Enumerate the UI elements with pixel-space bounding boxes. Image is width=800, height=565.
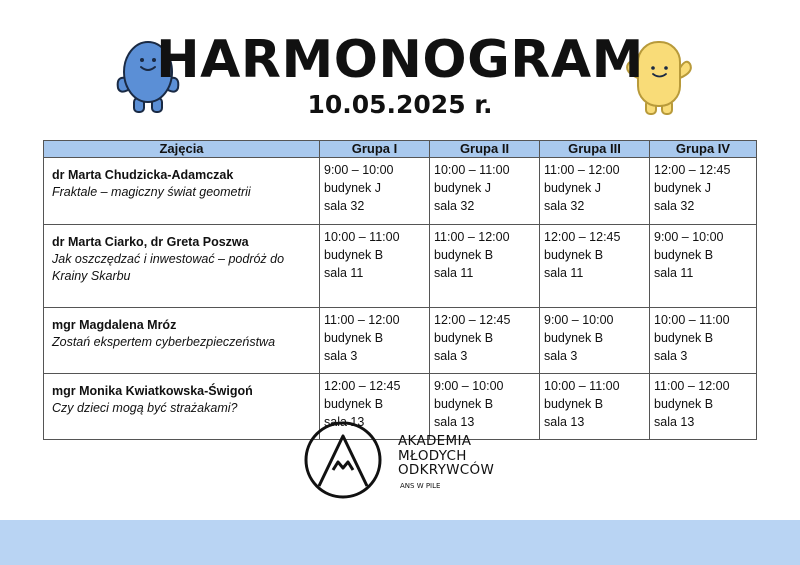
slot-time: 11:00 – 12:00 [324,313,400,327]
table-row [44,308,757,374]
slot-room: sala 32 [434,199,475,213]
slot-room: sala 32 [654,199,695,213]
class-topic: Czy dzieci mogą być strażakami? [52,401,238,415]
footer-band [0,520,800,565]
class-topic: Zostań ekspertem cyberbezpieczeństwa [52,335,276,349]
lecturer-name: dr Marta Ciarko, dr Greta Poszwa [52,235,249,249]
class-cell [44,308,320,374]
slot-building: budynek J [654,181,711,195]
slot-time: 12:00 – 12:45 [654,163,731,177]
slot-cell [540,158,650,225]
slot-room: sala 13 [324,415,365,429]
academy-name-line: ODKRYWCÓW [398,462,495,478]
slot-building: budynek J [434,181,491,195]
slot-building: budynek B [434,331,494,345]
slot-building: budynek B [544,397,604,411]
slot-cell [320,225,430,308]
slot-room: sala 13 [434,415,475,429]
slot-room: sala 32 [544,199,585,213]
slot-building: budynek B [544,248,604,262]
table-row [44,158,757,225]
slot-cell [650,158,757,225]
slot-building: budynek B [434,397,494,411]
academy-name-line: MŁODYCH [398,447,467,464]
slot-room: sala 3 [324,349,358,363]
page-title: HARMONOGRAM [156,30,644,90]
slot-cell [650,308,757,374]
slot-cell [430,158,540,225]
slot-cell [540,308,650,374]
table-row [44,374,757,440]
slot-room: sala 32 [324,199,365,213]
slot-cell [430,308,540,374]
lecturer-name: dr Marta Chudzicka-Adamczak [52,168,234,182]
slot-time: 10:00 – 11:00 [324,230,400,244]
slot-time: 9:00 – 10:00 [544,313,614,327]
slot-time: 9:00 – 10:00 [654,230,724,244]
slot-cell [430,374,540,440]
slot-time: 9:00 – 10:00 [324,163,394,177]
class-cell [44,374,320,440]
slot-room: sala 3 [434,349,468,363]
slot-time: 12:00 – 12:45 [324,379,401,393]
slot-room: sala 13 [654,415,695,429]
slot-time: 12:00 – 12:45 [434,313,511,327]
slot-building: budynek B [324,397,384,411]
slot-time: 12:00 – 12:45 [544,230,621,244]
mountain-logo-icon [303,420,383,500]
slot-room: sala 3 [544,349,578,363]
lecturer-name: mgr Magdalena Mróz [52,318,177,332]
slot-building: budynek B [654,397,714,411]
slot-cell [320,158,430,225]
column-header-group-4: Grupa IV [650,141,757,158]
class-topic: Fraktale – magiczny świat geometrii [52,185,251,199]
slot-room: sala 11 [324,266,364,280]
slot-time: 9:00 – 10:00 [434,379,504,393]
table-header-row [44,141,757,158]
lecturer-name: mgr Monika Kwiatkowska-Świgoń [52,384,253,398]
schedule-table [43,140,757,440]
slot-room: sala 11 [434,266,474,280]
slot-time: 11:00 – 12:00 [654,379,730,393]
slot-room: sala 11 [544,266,584,280]
column-header-group-1: Grupa I [320,141,430,158]
academy-name-line: AKADEMIA [398,433,472,449]
slot-time: 11:00 – 12:00 [544,163,620,177]
slot-time: 10:00 – 11:00 [654,313,730,327]
slot-time: 10:00 – 11:00 [434,163,510,177]
class-cell [44,158,320,225]
slot-building: budynek J [324,181,381,195]
slot-cell [540,225,650,308]
slot-cell [650,374,757,440]
slot-room: sala 11 [654,266,694,280]
slot-cell [650,225,757,308]
column-header-group-2: Grupa II [430,141,540,158]
slot-building: budynek J [544,181,601,195]
class-cell [44,225,320,308]
slot-time: 11:00 – 12:00 [434,230,510,244]
column-header-group-3: Grupa III [540,141,650,158]
slot-time: 10:00 – 11:00 [544,379,620,393]
column-header-classes: Zajęcia [44,141,320,158]
slot-cell [540,374,650,440]
slot-room: sala 3 [654,349,688,363]
slot-building: budynek B [654,331,714,345]
class-topic: Jak oszczędzać i inwestować – podróż do Krainy Skarbu [52,252,285,283]
table-row [44,225,757,308]
slot-building: budynek B [324,331,384,345]
slot-building: budynek B [434,248,494,262]
academy-name [398,434,494,478]
event-date: 10.05.2025 r. [307,90,493,119]
slot-building: budynek B [544,331,604,345]
slot-building: budynek B [654,248,714,262]
academy-subtitle: ANS W PILE [400,482,441,490]
slot-cell [430,225,540,308]
slot-room: sala 13 [544,415,585,429]
slot-cell [320,308,430,374]
slot-building: budynek B [324,248,384,262]
